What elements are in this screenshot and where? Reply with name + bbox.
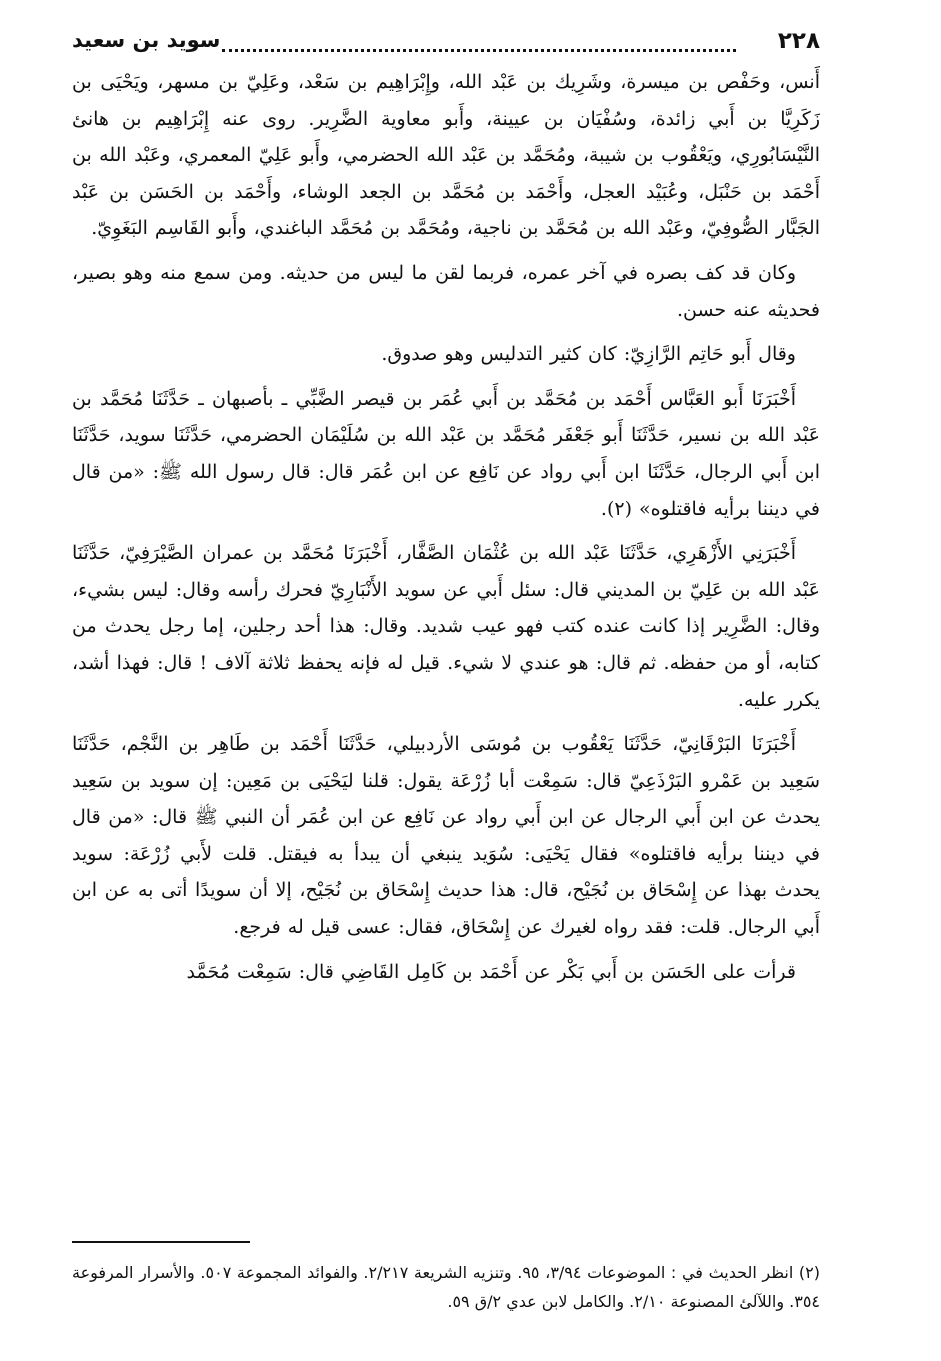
paragraph-hadith-isnad: أَخْبَرَنَا أَبو العَبَّاس أَحْمَد بن مُحَمَّد بن أَبي عُمَر بن قيصر الضَّبِّي ـ بأصبهان ـ حَدَّثَنَا مُحَمَّد بن عَبْد الله بن نسير، حَدَّثَنَا أَبو جَعْفَر مُحَمَّد بن عَبْد الله بن سُلَيْمَان الحضرمي، حَدَّثَنَا سويد، حَدَّثَنَا ابن أَبي الرجال، حَدَّثَنَا ابن أَبي رواد عن نَافِع عن ابن عُمَر قال: قال رسول الله ﷺ: «من قال في ديننا برأيه فاقتلوه» (٢). bbox=[72, 387, 820, 520]
paragraph-al-azhari: أَخْبَرَنِي الأَزْهَرِي، حَدَّثَنَا عَبْد الله بن عُثْمَان الصَّفَّار، أَخْبَرَنَا مُحَمَّد بن عمران الصَّيْرَفِيّ، حَدَّثَنَا عَبْد الله بن عَلِيّ بن المديني قال: سئل أَبي عن سويد الأَنْبَارِيّ فحرك رأسه وقال: ليس بشيء، وقال: الضَّرِير إذا كانت عنده كتب فهو عيب شديد. وقال: هذا أحد رجلين، إما رجل يحدث من كتابه، أو من حفظه. ثم قال: هو عندي لا شيء. قيل له فإنه يحفظ ثلاثة آلاف ! قال: فهذا أشد، يكرر عليه. bbox=[72, 542, 820, 711]
paragraph-narrators: أَنس، وحَفْص بن ميسرة، وشَرِيك بن عَبْد الله، وإِبْرَاهِيم بن سَعْد، وعَلِيّ بن مسهر، ويَحْيَى بن زَكَرِيَّا بن أَبي زائدة، وسُفْيَان بن عيينة، وأَبو معاوية الضَّرِير. روى عنه إِبْرَاهِيم بن هانئ النَّيْسَابُورِي، ويَعْقُوب بن شيبة، ومُحَمَّد بن عَبْد الله الحضرمي، وأَبو عَلِيّ المعمري، وعَبْد الله بن أَحْمَد بن حَنْبَل، وعُبَيْد العجل، وأَحْمَد بن مُحَمَّد بن الجعد الوشاء، وأَحْمَد بن الحَسَن بن عَبْد الجَبَّار الصُّوفِيّ، وعَبْد الله بن مُحَمَّد بن ناجية، ومُحَمَّد بن مُحَمَّد الباغندي، وأَبو القَاسِم البَغَوِيّ. bbox=[72, 71, 820, 240]
header-dotted-leader bbox=[222, 49, 736, 52]
footnote-separator bbox=[72, 1241, 250, 1243]
page-number: ٢٢٨ bbox=[777, 28, 820, 54]
footnote-2: (٢) انظر الحديث في : الموضوعات ٣/٩٤، ٩٥. وتنزيه الشريعة ٢/٢١٧. والفوائد المجموعة ٥٠٧. والأسرار المرفوعة ٣٥٤. واللآلئ المصنوعة ٢/١٠. والكامل لابن عدي ٢/ق ٥٩. bbox=[72, 1263, 820, 1311]
book-page bbox=[72, 24, 820, 990]
paragraph-continuation: قرأت على الحَسَن بن أَبي بَكْر عن أَحْمَد بن كَامِل القَاضِي قال: سَمِعْت مُحَمَّد bbox=[186, 960, 796, 983]
main-text bbox=[72, 64, 820, 990]
paragraph-blindness: وكان قد كف بصره في آخر عمره، فربما لقن ما ليس من حديثه. ومن سمع منه وهو بصير، فحديثه عنه حسن. bbox=[72, 261, 820, 321]
paragraph-al-barqani: أَخْبَرَنَا البَرْقَانِيّ، حَدَّثَنَا يَعْقُوب بن مُوسَى الأردبيلي، حَدَّثَنَا أَحْمَد بن طَاهِر بن النَّجْم، حَدَّثَنَا سَعِيد بن عَمْرو البَرْذَعِيّ قال: سَمِعْت أبا زُرْعَة يقول: قلنا ليَحْيَى بن مَعِين: إن سويد بن سَعِيد يحدث عن ابن أَبي الرجال عن ابن أَبي رواد عن نَافِع عن ابن عُمَر أن النبي ﷺ قال: «من قال في ديننا برأيه فاقتلوه» فقال يَحْيَى: سُوَيد ينبغي أن يبدأ به فيقتل. قلت لأَبي زُرْعَة: سويد يحدث بهذا عن إِسْحَاق بن نُجَيْح، قال: هذا حديث إِسْحَاق بن نُجَيْح، إلا أن سويدًا أتى به عن ابن أَبي الرجال. قلت: فقد رواه لغيرك عن إِسْحَاق، فقال: عسى قيل له فرجع. bbox=[72, 733, 820, 939]
paragraph-abu-hatim: وقال أَبو حَاتِم الرَّازِيّ: كان كثير التدليس وهو صدوق. bbox=[381, 343, 796, 366]
page-header bbox=[72, 24, 820, 58]
running-title: سويد بن سعيد bbox=[72, 28, 221, 52]
footnotes bbox=[72, 1258, 820, 1316]
